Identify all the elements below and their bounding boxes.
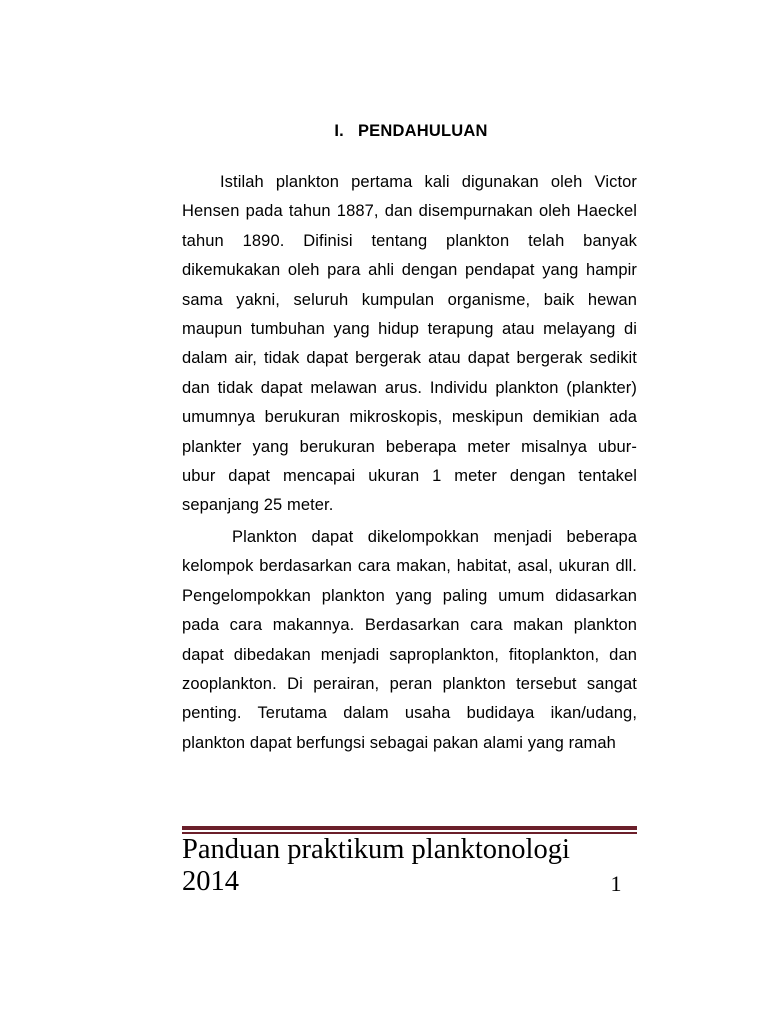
footer-title: Panduan praktikum planktonologi — [182, 834, 570, 865]
paragraph-1: Istilah plankton pertama kali digunakan oleh Victor Hensen pada tahun 1887, dan disempurnakan oleh Haeckel tahun 1890. Difinisi tentang plankton telah banyak dikemukakan oleh para ahli dengan pendapat yang hampir sama yakni, seluruh kumpulan organisme, baik hewan maupun tumbuhan yang hidup terapung atau melayang di dalam air, tidak dapat bergerak atau dapat bergerak sedikit dan tidak dapat melawan arus. Individu plankton (plankter) umumnya berukuran mikroskopis, meskipun demikian ada plankter yang berukuran beberapa meter misalnya ubur- ubur dapat mencapai ukuran 1 meter dengan tentakel sepanjang 25 meter. — [182, 173, 637, 515]
body-text — [182, 168, 637, 758]
section-number: I. — [334, 122, 344, 140]
section-title: PENDAHULUAN — [357, 122, 488, 140]
footer-year: 2014 — [182, 866, 239, 897]
footer-rule-thick — [182, 826, 637, 830]
paragraph-2: Plankton dapat dikelompokkan menjadi beberapa kelompok berdasarkan cara makan, habitat, asal, ukuran dll. Pengelompokkan plankton yang paling umum didasarkan pada cara makannya. Berdasarkan cara makan plankton dapat dibedakan menjadi saproplankton, fitoplankton, dan zooplankton. Di perairan, peran plankton tersebut sangat penting. Terutama dalam usaha budidaya ikan/udang, plankton dapat berfungsi sebagai pakan alami yang ramah — [182, 527, 637, 752]
section-heading — [0, 120, 768, 142]
page-number: 1 — [610, 871, 622, 896]
